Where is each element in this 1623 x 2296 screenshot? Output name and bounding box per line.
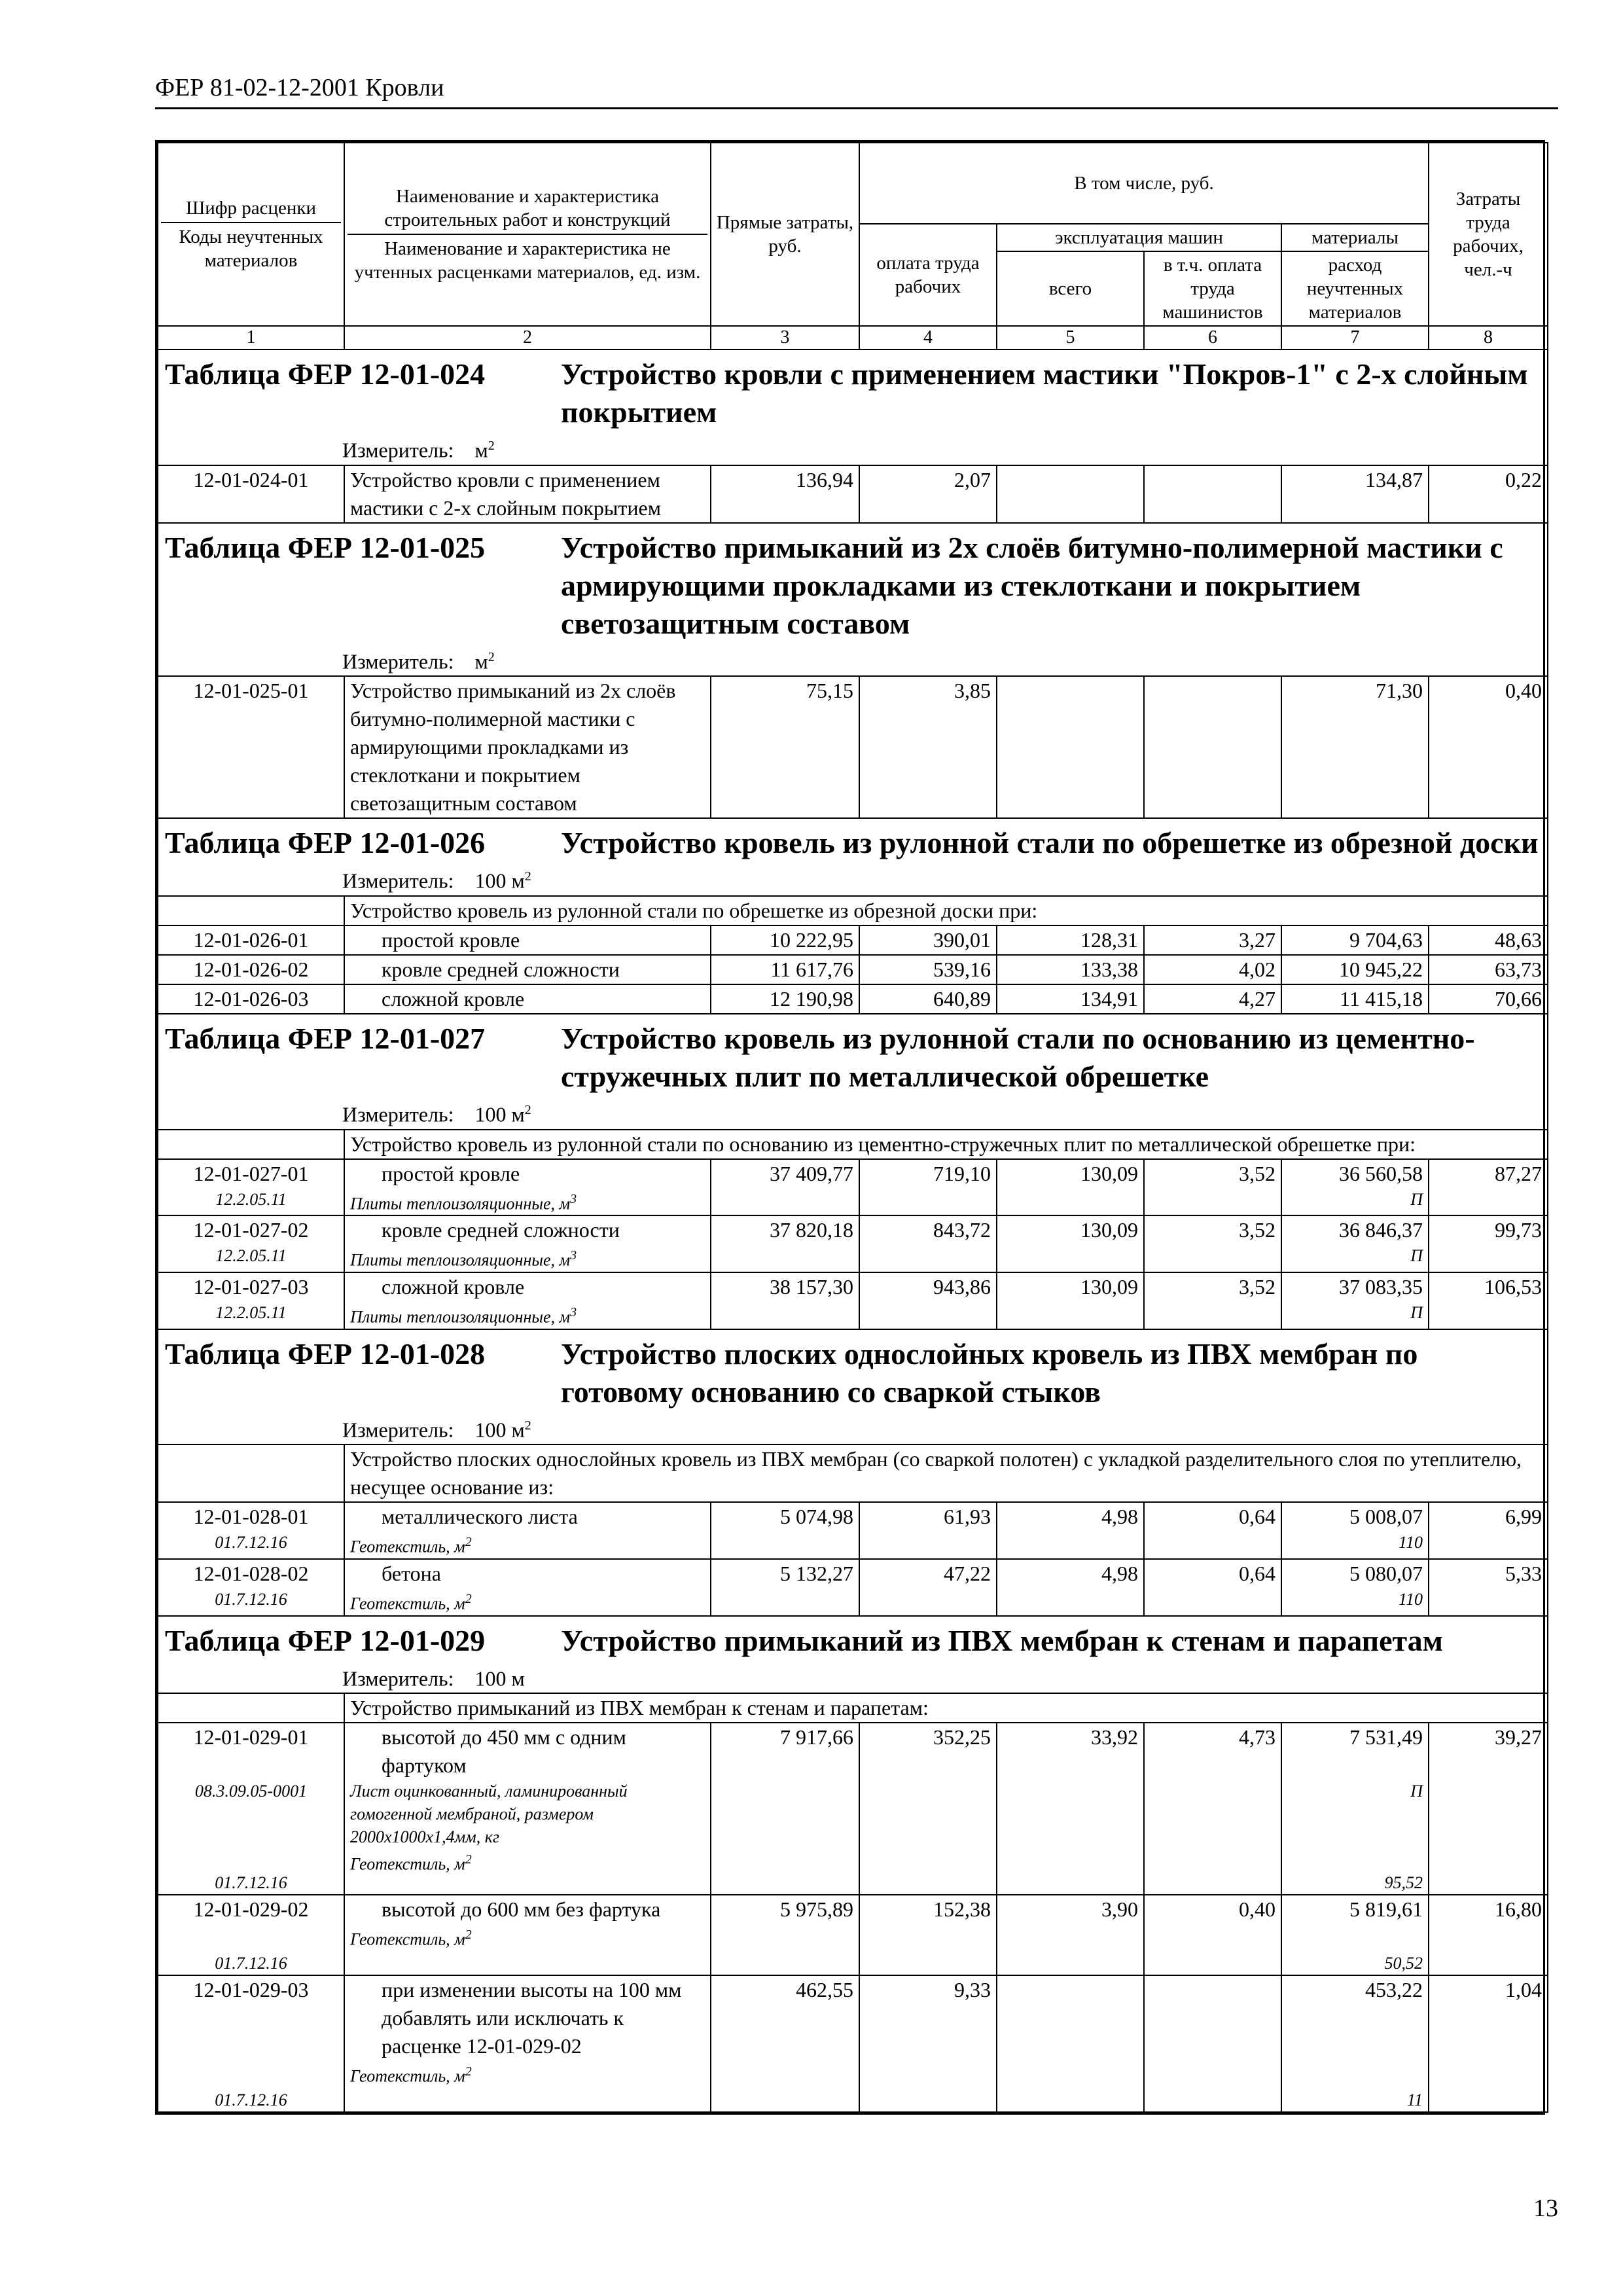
col-number: 2 [344,326,711,350]
col-name-header: Наименование и характеристика строительных работ и конструкций Наименование и характеристика не учтенных расценками материалов, ед. изм. [344,143,711,326]
rate-name-cell: простой кровле Плиты теплоизоляционные, $м^3$ [344,1159,711,1216]
rate-name-cell: при изменении высоты на 100 мм добавлять или исключать к расценке 12-01-029-02 Геотекстиль, $м^2$ [344,1975,711,2112]
measure-unit: Измеритель: 100 $м^2$ [342,869,531,893]
table-title-block [158,523,1548,677]
group-intro: Устройство кровель из рулонной стали по обрешетке из обрезной доски при: [344,896,1548,925]
rate-name-cell: высотой до 450 мм с одним фартуком Лист оцинкованный, ламинированный гомогенной мембраной, размером 2000x1000x1,4мм, кг Геотекстиль, $м^2$ [344,1723,711,1895]
table-body [158,350,1548,2112]
labor-hours: 63,73 [1429,955,1548,984]
labor-hours: 0,22 [1429,465,1548,523]
machinist-cost: 0,40 [1144,1895,1281,1975]
col-labor-header: оплата труда рабочих [859,224,997,326]
machinist-cost: 4,73 [1144,1723,1281,1895]
material-cost-cell: 5 080,07 110 [1281,1559,1429,1616]
col-number: 3 [711,326,859,350]
group-intro: Устройство плоских однослойных кровель из ПВХ мембран (со сваркой полотен) с укладкой разделительного слоя по утеплителю, несущее основание из: [344,1444,1548,1502]
group-intro: Устройство кровель из рулонной стали по основанию из цементно-стружечных плит по металлической обрешетке при: [344,1130,1548,1159]
labor-hours: 1,04 [1429,1975,1548,2112]
machine-cost: 4,98 [997,1559,1144,1616]
rate-code: 12-01-025-01 [158,676,344,818]
labor-cost: 539,16 [859,955,997,984]
machinist-cost: 0,64 [1144,1502,1281,1559]
rate-code-cell: 12-01-029-02 01.7.12.16 [158,1895,344,1975]
group-intro: Устройство примыканий из ПВХ мембран к стенам и парапетам: [344,1693,1548,1723]
table-title: Устройство кровель из рулонной стали по основанию из цементно-стружечных плит по металлической обрешетке [561,1021,1475,1093]
rate-code: 12-01-026-03 [158,984,344,1014]
rate-name-cell: сложной кровле Плиты теплоизоляционные, $м^3$ [344,1272,711,1329]
machinist-cost: 4,27 [1144,984,1281,1014]
table-row [158,1559,1548,1616]
rate-code-cell: 12-01-028-02 01.7.12.16 [158,1559,344,1616]
direct-cost: 38 157,30 [711,1272,859,1329]
labor-hours: 39,27 [1429,1723,1548,1895]
table-title-block [158,818,1548,896]
material-cost-cell: 453,22 11 [1281,1975,1429,2112]
material-cost: 11 415,18 [1281,984,1429,1014]
col-number: 1 [158,326,344,350]
material-cost-cell: 5 819,61 50,52 [1281,1895,1429,1975]
rate-code-cell: 12-01-027-03 12.2.05.11 [158,1272,344,1329]
direct-cost: 5 074,98 [711,1502,859,1559]
rate-code-cell: 12-01-028-01 01.7.12.16 [158,1502,344,1559]
table-row [158,1975,1548,2112]
measure-unit: Измеритель: 100 $м^2$ [342,1102,531,1126]
labor-cost: 719,10 [859,1159,997,1216]
measure-unit: Измеритель: 100 $м^2$ [342,1418,531,1442]
rate-name: Устройство кровли с применением мастики с 2-х слойным покрытием [344,465,711,523]
direct-cost: 7 917,66 [711,1723,859,1895]
col-mach-labor-header: в т.ч. оплата труда машинистов [1144,251,1281,326]
machine-cost: 130,09 [997,1215,1144,1272]
material-cost: 10 945,22 [1281,955,1429,984]
running-header: ФЕР 81-02-12-2001 Кровли [155,74,444,101]
table-row [158,1215,1548,1272]
col-materials-header: материалы [1281,224,1429,251]
table-title-block [158,1329,1548,1445]
direct-cost: 37 409,77 [711,1159,859,1216]
col-number: 4 [859,326,997,350]
labor-hours: 99,73 [1429,1215,1548,1272]
table-row [158,1502,1548,1559]
col-number: 5 [997,326,1144,350]
labor-hours: 70,66 [1429,984,1548,1014]
material-cost-cell: 36 560,58 П [1281,1159,1429,1216]
col-number: 7 [1281,326,1429,350]
material-cost-cell: 37 083,35 П [1281,1272,1429,1329]
labor-hours: 106,53 [1429,1272,1548,1329]
rate-name: сложной кровле [344,984,711,1014]
col-machines-header: эксплуатация машин [997,224,1281,251]
table-row [158,1272,1548,1329]
table-number: Таблица ФЕР 12-01-029 [165,1623,486,1657]
table-title: Устройство примыканий из ПВХ мембран к стенам и парапетам [561,1623,1444,1657]
labor-cost: 943,86 [859,1272,997,1329]
table-number: Таблица ФЕР 12-01-024 [165,357,486,391]
table-number: Таблица ФЕР 12-01-025 [165,530,486,564]
labor-cost: 9,33 [859,1975,997,2112]
labor-cost: 152,38 [859,1895,997,1975]
measure-unit: Измеритель: $м^2$ [342,438,495,462]
measure-unit: Измеритель: $м^2$ [342,649,495,673]
table-title: Устройство кровли с применением мастики "Покров-1" с 2-х слойным покрытием [561,357,1528,429]
machine-cost: 134,91 [997,984,1144,1014]
table-row [158,465,1548,523]
rate-code: 12-01-026-01 [158,925,344,955]
rate-code-cell: 12-01-029-01 08.3.09.05-0001 01.7.12.16 [158,1723,344,1895]
table-title: Устройство примыканий из 2х слоёв битумно-полимерной мастики с армирующими прокладками из стеклоткани и покрытием светозащитным составом [561,530,1503,640]
direct-cost: 136,94 [711,465,859,523]
table-row [158,1723,1548,1895]
machine-cost [997,1975,1144,2112]
machinist-cost: 4,02 [1144,955,1281,984]
rates-table [155,140,1545,2115]
labor-hours: 87,27 [1429,1159,1548,1216]
machine-cost [997,676,1144,818]
machine-cost: 3,90 [997,1895,1144,1975]
col-code-header: Шифр расценки Коды неучтенных материалов [158,143,344,326]
col-incl-header: В том числе, руб. [859,143,1429,224]
direct-cost: 12 190,98 [711,984,859,1014]
col-mach-total-header: всего [997,251,1144,326]
direct-cost: 5 975,89 [711,1895,859,1975]
material-cost: 71,30 [1281,676,1429,818]
measure-unit: Измеритель: 100 м [342,1666,525,1691]
labor-cost: 2,07 [859,465,997,523]
machine-cost: 130,09 [997,1272,1144,1329]
table-title: Устройство кровель из рулонной стали по обрешетке из обрезной доски [561,826,1539,860]
rate-name: Устройство примыканий из 2х слоёв битумно-полимерной мастики с армирующими прокладками из стеклоткани и покрытием светозащитным составом [344,676,711,818]
labor-cost: 390,01 [859,925,997,955]
rate-name-cell: высотой до 600 мм без фартука Геотекстиль, $м^2$ [344,1895,711,1975]
table-row [158,1159,1548,1216]
labor-hours: 0,40 [1429,676,1548,818]
rate-code: 12-01-024-01 [158,465,344,523]
rate-code: 12-01-026-02 [158,955,344,984]
direct-cost: 462,55 [711,1975,859,2112]
header-rule [155,107,1558,109]
machine-cost: 128,31 [997,925,1144,955]
table-number: Таблица ФЕР 12-01-028 [165,1336,486,1371]
machinist-cost: 3,52 [1144,1272,1281,1329]
direct-cost: 11 617,76 [711,955,859,984]
machinist-cost [1144,1975,1281,2112]
machine-cost: 4,98 [997,1502,1144,1559]
rate-name-cell: металлического листа Геотекстиль, $м^2$ [344,1502,711,1559]
labor-cost: 3,85 [859,676,997,818]
table-number: Таблица ФЕР 12-01-026 [165,826,486,860]
direct-cost: 75,15 [711,676,859,818]
direct-cost: 5 132,27 [711,1559,859,1616]
rate-name: кровле средней сложности [344,955,711,984]
labor-hours: 16,80 [1429,1895,1548,1975]
machinist-cost: 3,27 [1144,925,1281,955]
rate-code-cell: 12-01-029-03 01.7.12.16 [158,1975,344,2112]
table-row [158,1895,1548,1975]
col-number: 6 [1144,326,1281,350]
machinist-cost: 3,52 [1144,1215,1281,1272]
col-mat-header: расход неучтенных материалов [1281,251,1429,326]
machine-cost: 130,09 [997,1159,1144,1216]
rate-name-cell: кровле средней сложности Плиты теплоизоляционные, $м^3$ [344,1215,711,1272]
labor-cost: 47,22 [859,1559,997,1616]
table-row [158,676,1548,818]
direct-cost: 10 222,95 [711,925,859,955]
table-number: Таблица ФЕР 12-01-027 [165,1021,486,1055]
page-number: 13 [1533,2195,1558,2222]
table-title-block [158,1014,1548,1130]
labor-cost: 640,89 [859,984,997,1014]
col-direct-header: Прямые затраты, руб. [711,143,859,326]
labor-hours: 48,63 [1429,925,1548,955]
labor-cost: 352,25 [859,1723,997,1895]
machinist-cost [1144,465,1281,523]
table-title: Устройство плоских однослойных кровель из ПВХ мембран по готовому основанию со сваркой стыков [561,1336,1418,1408]
rate-name: простой кровле [344,925,711,955]
machine-cost [997,465,1144,523]
material-cost-cell: 7 531,49 П 95,52 [1281,1723,1429,1895]
material-cost-cell: 36 846,37 П [1281,1215,1429,1272]
table-row [158,984,1548,1014]
machinist-cost [1144,676,1281,818]
direct-cost: 37 820,18 [711,1215,859,1272]
rate-name-cell: бетона Геотекстиль, $м^2$ [344,1559,711,1616]
rate-code-cell: 12-01-027-01 12.2.05.11 [158,1159,344,1216]
labor-hours: 5,33 [1429,1559,1548,1616]
labor-hours: 6,99 [1429,1502,1548,1559]
col-number: 8 [1429,326,1548,350]
rate-code-cell: 12-01-027-02 12.2.05.11 [158,1215,344,1272]
machinist-cost: 3,52 [1144,1159,1281,1216]
table-title-block [158,350,1548,465]
machinist-cost: 0,64 [1144,1559,1281,1616]
table-row [158,955,1548,984]
col-hours-header: Затраты труда рабочих, чел.-ч [1429,143,1548,326]
material-cost-cell: 5 008,07 110 [1281,1502,1429,1559]
material-cost: 9 704,63 [1281,925,1429,955]
table-header [158,143,1548,350]
labor-cost: 61,93 [859,1502,997,1559]
labor-cost: 843,72 [859,1215,997,1272]
table-title-block [158,1616,1548,1694]
table-row [158,925,1548,955]
material-cost: 134,87 [1281,465,1429,523]
machine-cost: 33,92 [997,1723,1144,1895]
machine-cost: 133,38 [997,955,1144,984]
